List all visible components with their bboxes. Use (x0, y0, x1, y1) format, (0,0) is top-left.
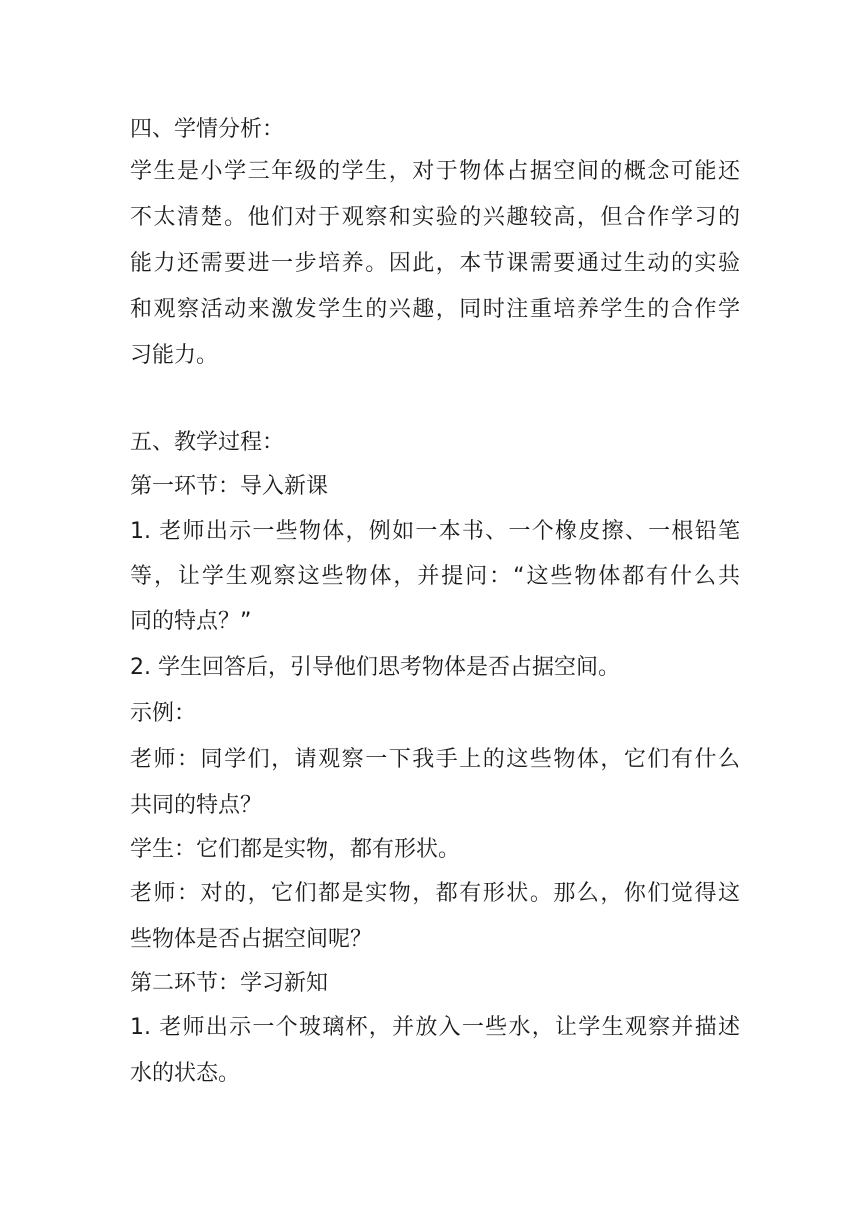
paragraph-line: 能力还需要进一步培养。因此，本节课需要通过生动的实验 (130, 251, 740, 276)
dialogue-line: 些物体是否占据空间呢？ (130, 927, 373, 952)
dialogue-line: 老师：对的，它们都是实物，都有形状。那么，你们觉得这 (130, 881, 740, 906)
step-title: 第二环节：学习新知 (130, 971, 329, 996)
dialogue-line: 老师：同学们，请观察一下我手上的这些物体，它们有什么 (130, 747, 740, 772)
list-item-line: 1. 老师出示一个玻璃杯，并放入一些水，让学生观察并描述 (130, 1015, 740, 1040)
list-item-line: 1. 老师出示一些物体，例如一本书、一个橡皮擦、一根铅笔 (130, 519, 740, 544)
list-item: 2. 学生回答后，引导他们思考物体是否占据空间。 (130, 655, 620, 680)
section-heading-teaching-process: 五、教学过程： (130, 430, 285, 455)
dialogue-line: 共同的特点？ (130, 793, 263, 818)
list-item-line: 水的状态。 (130, 1061, 241, 1086)
paragraph-line: 学生是小学三年级的学生，对于物体占据空间的概念可能还 (130, 159, 740, 184)
paragraph-line: 和观察活动来激发学生的兴趣，同时注重培养学生的合作学 (130, 297, 740, 322)
step-title: 第一环节：导入新课 (130, 474, 329, 499)
list-item-line: 等，让学生观察这些物体，并提问：“这些物体都有什么共 (130, 564, 740, 589)
paragraph-line: 习能力。 (130, 343, 219, 368)
section-heading-learner-analysis: 四、学情分析： (130, 117, 285, 142)
example-label: 示例： (130, 701, 197, 726)
list-item-line: 同的特点？” (130, 609, 252, 634)
paragraph-line: 不太清楚。他们对于观察和实验的兴趣较高，但合作学习的 (130, 205, 740, 230)
dialogue-line: 学生：它们都是实物，都有形状。 (130, 837, 461, 862)
